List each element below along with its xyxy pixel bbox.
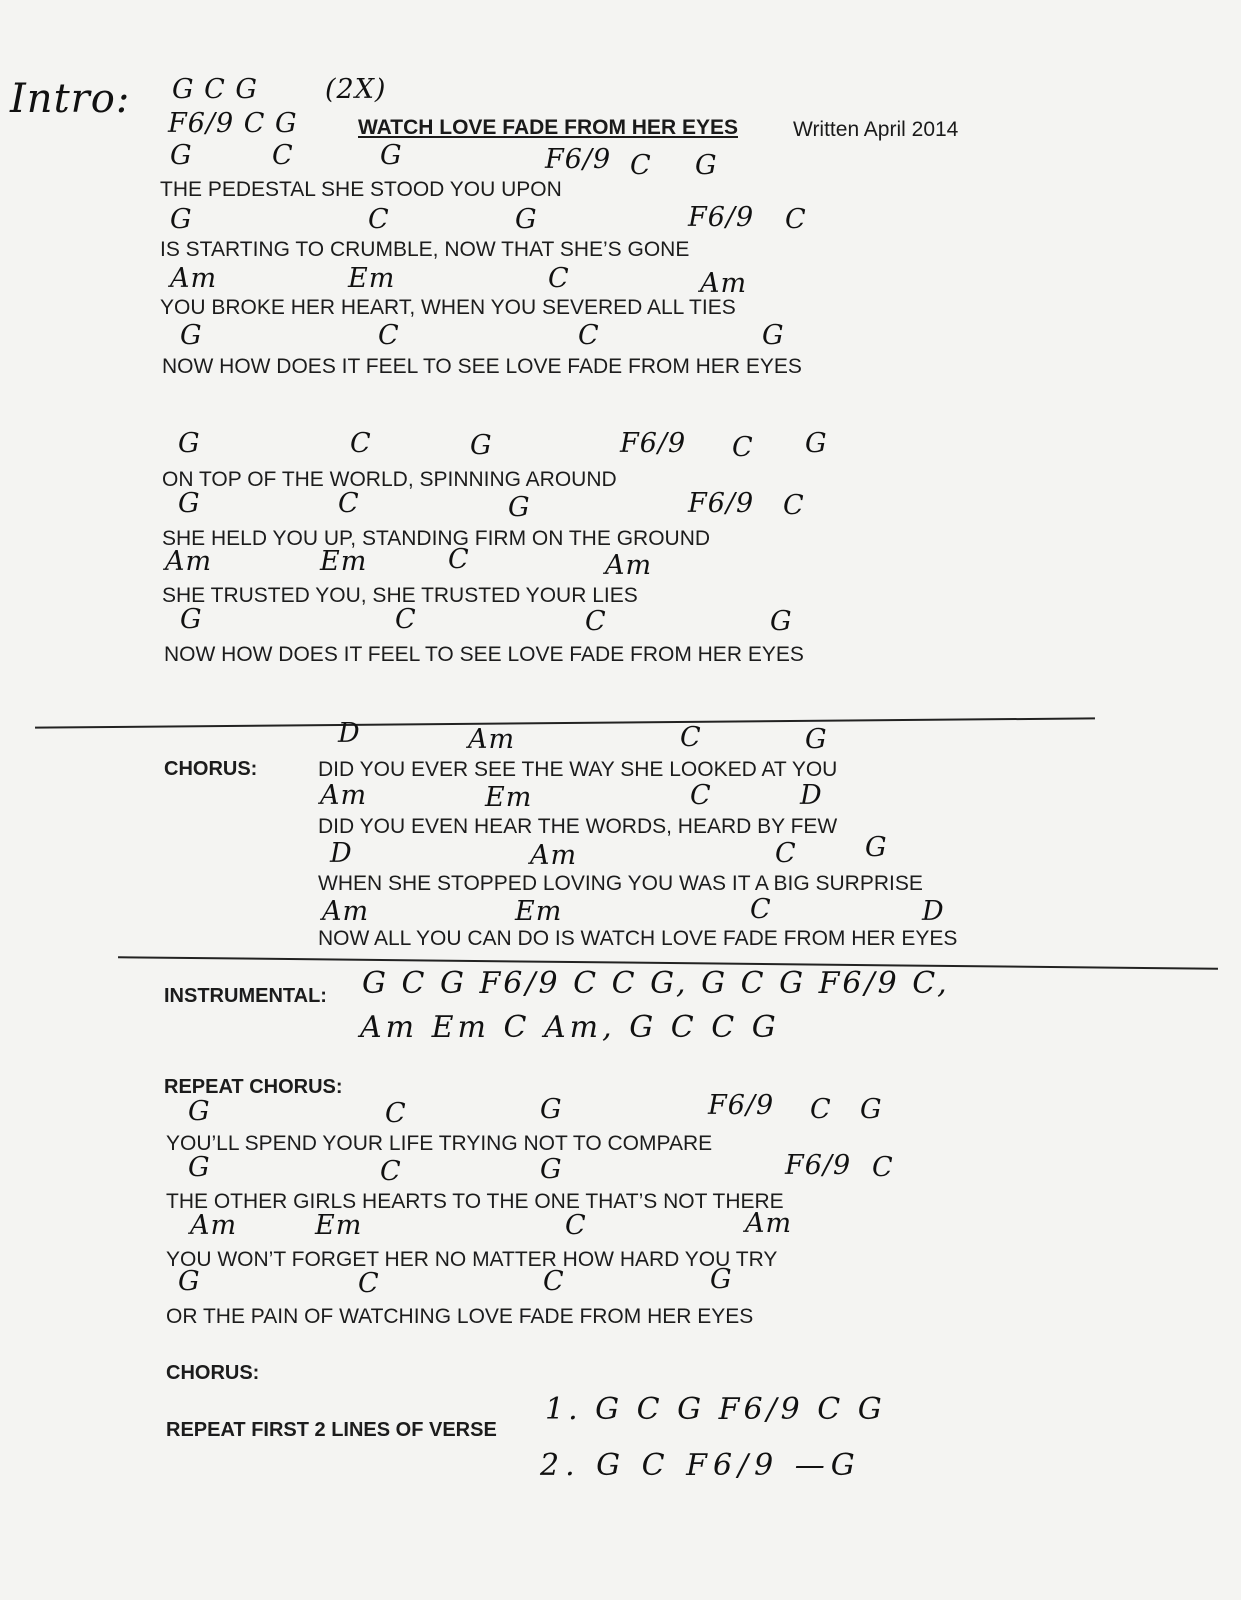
written-date: Written April 2014 — [793, 118, 959, 141]
chord: F6/9 — [545, 144, 612, 175]
chord: Em — [348, 263, 396, 294]
lyric-line: YOU BROKE HER HEART, WHEN YOU SEVERED ALL TIES — [160, 296, 736, 319]
chord: Am — [322, 896, 370, 927]
ending-line-1: 1. G C G F6/9 C G — [545, 1392, 886, 1427]
chord: G — [860, 1094, 883, 1125]
chord: C — [385, 1098, 407, 1129]
chord: G — [515, 204, 538, 235]
chord: C — [395, 604, 417, 635]
intro-line2-chords: F6/9 C G — [168, 108, 298, 139]
chord: G — [188, 1096, 211, 1127]
chord: C — [783, 490, 805, 521]
chord: F6/9 — [688, 202, 755, 233]
chord: Am — [745, 1208, 793, 1239]
chord: Am — [530, 840, 578, 871]
lyric-line: NOW HOW DOES IT FEEL TO SEE LOVE FADE FROM HER EYES — [164, 643, 804, 666]
chord: C — [785, 204, 807, 235]
chord: C — [680, 722, 702, 753]
chord: Em — [320, 546, 368, 577]
chord: Am — [320, 780, 368, 811]
chord: F6/9 — [708, 1090, 775, 1121]
chord: G — [178, 1266, 201, 1297]
chord: G — [178, 428, 201, 459]
divider-line — [35, 717, 1095, 728]
chord: C — [380, 1156, 402, 1187]
chord: G — [540, 1094, 563, 1125]
chord: G — [762, 320, 785, 351]
chord: C — [750, 894, 772, 925]
chord: C — [350, 428, 372, 459]
chord: Em — [515, 896, 563, 927]
repeat-chorus-label: REPEAT CHORUS: — [164, 1076, 343, 1098]
chord: Am — [700, 268, 748, 299]
chorus-label: CHORUS: — [164, 758, 258, 780]
chord: G — [770, 606, 793, 637]
chord: C — [775, 838, 797, 869]
intro-repeat-note: (2X) — [325, 74, 387, 105]
lyric-line: THE OTHER GIRLS HEARTS TO THE ONE THAT’S NOT THERE — [166, 1190, 784, 1213]
chord: G — [180, 320, 203, 351]
lyric-line: SHE HELD YOU UP, STANDING FIRM ON THE GROUND — [162, 527, 711, 550]
chord: C — [872, 1152, 894, 1183]
chord: C — [378, 320, 400, 351]
chord: D — [922, 896, 945, 927]
chord: C — [690, 780, 712, 811]
chord: G — [695, 150, 718, 181]
chord: Em — [485, 782, 533, 813]
lyric-line: THE PEDESTAL SHE STOOD YOU UPON — [160, 178, 562, 201]
chord: G — [170, 140, 193, 171]
lyric-line: OR THE PAIN OF WATCHING LOVE FADE FROM HER EYES — [166, 1305, 754, 1328]
chord: Em — [315, 1210, 363, 1241]
chord: C — [448, 544, 470, 575]
chord: D — [338, 718, 361, 749]
chord: C — [732, 432, 754, 463]
chord: G — [170, 204, 193, 235]
chord: Am — [468, 724, 516, 755]
lyric-line: WHEN SHE STOPPED LOVING YOU WAS IT A BIG SURPRISE — [318, 872, 923, 895]
chord: G — [805, 428, 828, 459]
chord: D — [330, 838, 353, 869]
chord: G — [540, 1154, 563, 1185]
chord: C — [585, 606, 607, 637]
chord: C — [338, 488, 360, 519]
chord: C — [368, 204, 390, 235]
chord: C — [578, 320, 600, 351]
chord: C — [548, 263, 570, 294]
chord: C — [272, 140, 294, 171]
final-chorus-label: CHORUS: — [166, 1362, 260, 1384]
chord: G — [380, 140, 403, 171]
chord: G — [865, 832, 888, 863]
chord: D — [800, 780, 823, 811]
chord: Am — [190, 1210, 238, 1241]
ending-label: REPEAT FIRST 2 LINES OF VERSE — [166, 1419, 497, 1441]
lyric-line: YOU WON’T FORGET HER NO MATTER HOW HARD YOU TRY — [166, 1248, 778, 1271]
chord: Am — [605, 550, 653, 581]
chord: C — [810, 1094, 832, 1125]
chord: C — [565, 1210, 587, 1241]
chord: G — [180, 604, 203, 635]
chord: G — [710, 1264, 733, 1295]
chord: C — [358, 1268, 380, 1299]
lyric-line: NOW ALL YOU CAN DO IS WATCH LOVE FADE FROM HER EYES — [318, 927, 958, 950]
chord: F6/9 — [785, 1150, 852, 1181]
lyric-line: YOU’LL SPEND YOUR LIFE TRYING NOT TO COMPARE — [166, 1132, 713, 1155]
chord: G — [178, 488, 201, 519]
lyric-line: DID YOU EVER SEE THE WAY SHE LOOKED AT YOU — [318, 758, 838, 781]
intro-line1-chords: G C G — [172, 74, 258, 105]
chord: G — [805, 724, 828, 755]
chord: F6/9 — [688, 488, 755, 519]
lyric-line: IS STARTING TO CRUMBLE, NOW THAT SHE’S GONE — [160, 238, 690, 261]
chord: C — [543, 1266, 565, 1297]
instrumental-label: INSTRUMENTAL: — [164, 985, 327, 1007]
ending-line-2: 2. G C F6/9 —G — [540, 1448, 861, 1483]
intro-label: Intro: — [10, 76, 131, 122]
lyric-line: NOW HOW DOES IT FEEL TO SEE LOVE FADE FROM HER EYES — [162, 355, 802, 378]
lyric-line: ON TOP OF THE WORLD, SPINNING AROUND — [162, 468, 617, 491]
chord: G — [188, 1152, 211, 1183]
chord: G — [470, 430, 493, 461]
chord: G — [508, 492, 531, 523]
chord: F6/9 — [620, 428, 687, 459]
lyric-line: DID YOU EVEN HEAR THE WORDS, HEARD BY FEW — [318, 815, 838, 838]
chord: Am — [165, 546, 213, 577]
instrumental-chords-1: G C G F6/9 C C G, G C G F6/9 C, — [362, 966, 950, 1001]
song-title: WATCH LOVE FADE FROM HER EYES — [358, 116, 738, 139]
lyric-line: SHE TRUSTED YOU, SHE TRUSTED YOUR LIES — [162, 584, 638, 607]
instrumental-chords-2: Am Em C Am, G C C G — [360, 1010, 780, 1045]
chord: C — [630, 150, 652, 181]
chord: Am — [170, 263, 218, 294]
